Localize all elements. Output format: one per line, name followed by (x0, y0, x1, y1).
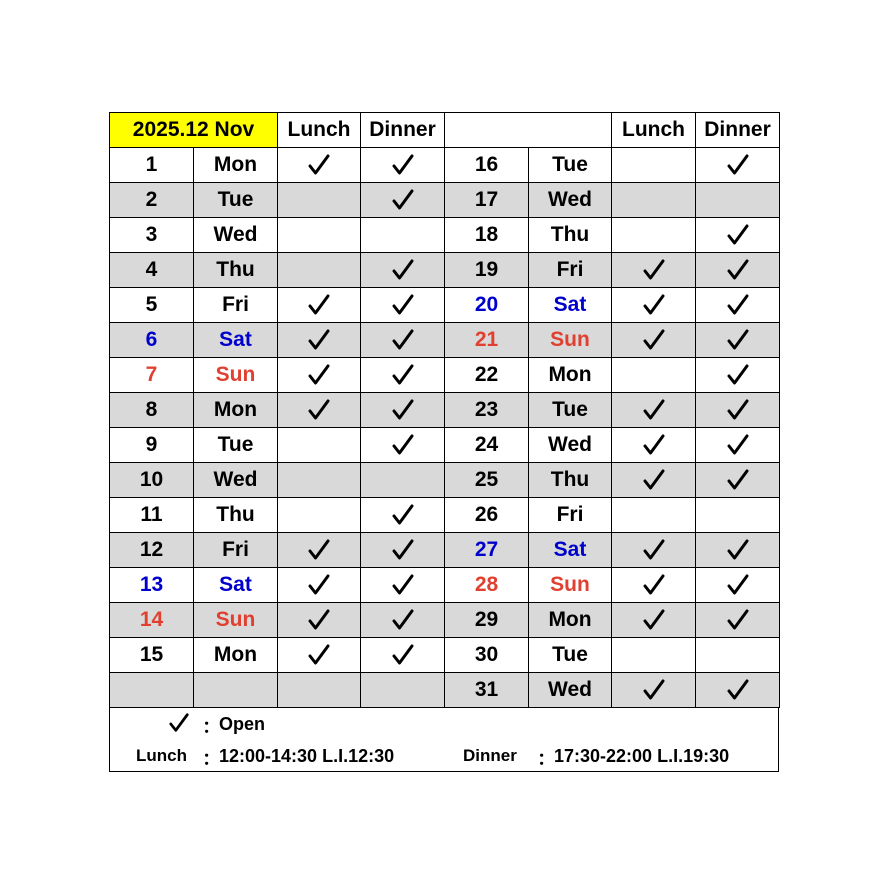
day-of-week: Fri (529, 498, 612, 533)
lunch-cell (278, 603, 361, 638)
day-of-week: Sun (194, 603, 278, 638)
table-row (110, 428, 780, 463)
check-mark-icon (278, 608, 360, 632)
dinner-cell (696, 183, 780, 218)
lunch-cell (612, 603, 696, 638)
check-mark-icon (612, 398, 695, 422)
table-row (110, 148, 780, 183)
lunch-cell (612, 183, 696, 218)
lunch-cell (278, 218, 361, 253)
legend-dinner-label: Dinner (463, 746, 517, 765)
day-number: 3 (110, 218, 194, 253)
schedule-sheet (109, 112, 779, 772)
day-of-week: Sat (529, 288, 612, 323)
table-row (110, 288, 780, 323)
check-mark-icon (361, 258, 444, 282)
lunch-cell (278, 638, 361, 673)
dinner-cell (361, 428, 445, 463)
check-mark-icon (612, 538, 695, 562)
dinner-header-left: Dinner (361, 113, 445, 148)
day-number: 30 (445, 638, 529, 673)
check-mark-icon (361, 153, 444, 177)
dinner-cell (696, 393, 780, 428)
dinner-cell (361, 498, 445, 533)
day-number: 23 (445, 393, 529, 428)
day-number: 6 (110, 323, 194, 358)
legend (109, 708, 779, 772)
dinner-cell (361, 603, 445, 638)
day-number: 9 (110, 428, 194, 463)
lunch-cell (612, 393, 696, 428)
lunch-cell (278, 428, 361, 463)
table-row (110, 498, 780, 533)
dinner-cell (696, 603, 780, 638)
day-number: 25 (445, 463, 529, 498)
day-of-week: Sat (194, 568, 278, 603)
lunch-cell (612, 428, 696, 463)
dinner-cell (361, 463, 445, 498)
dinner-cell (696, 533, 780, 568)
check-mark-icon (612, 258, 695, 282)
check-mark-icon (696, 153, 779, 177)
day-of-week: Thu (529, 463, 612, 498)
check-mark-icon (361, 503, 444, 527)
day-of-week: Thu (529, 218, 612, 253)
dinner-cell (361, 638, 445, 673)
lunch-cell (278, 253, 361, 288)
table-row (110, 533, 780, 568)
check-mark-icon (696, 538, 779, 562)
dinner-cell (361, 253, 445, 288)
check-mark-icon (361, 433, 444, 457)
check-mark-icon (361, 328, 444, 352)
day-of-week: Fri (194, 533, 278, 568)
day-of-week: Mon (194, 148, 278, 183)
day-of-week: Fri (194, 288, 278, 323)
lunch-cell (612, 358, 696, 393)
blank-header-cell (445, 113, 612, 148)
day-of-week: Sun (529, 568, 612, 603)
day-of-week: Tue (529, 148, 612, 183)
table-row (110, 463, 780, 498)
day-of-week: Wed (194, 463, 278, 498)
check-mark-icon (361, 573, 444, 597)
check-mark-icon (361, 538, 444, 562)
day-number: 7 (110, 358, 194, 393)
lunch-cell (278, 148, 361, 183)
legend-colon: ： (202, 748, 222, 770)
check-mark-icon (696, 468, 779, 492)
check-mark-icon (612, 608, 695, 632)
dinner-cell (361, 218, 445, 253)
day-number: 27 (445, 533, 529, 568)
check-mark-icon (612, 573, 695, 597)
day-number: 12 (110, 533, 194, 568)
check-mark-icon (278, 538, 360, 562)
check-mark-icon (278, 328, 360, 352)
lunch-cell (612, 218, 696, 253)
day-of-week: Sun (529, 323, 612, 358)
dinner-cell (361, 323, 445, 358)
lunch-cell (612, 323, 696, 358)
lunch-cell (278, 358, 361, 393)
schedule-table (109, 112, 780, 708)
lunch-cell (612, 533, 696, 568)
check-mark-icon (696, 678, 779, 702)
day-of-week: Mon (529, 358, 612, 393)
day-of-week: Mon (194, 638, 278, 673)
day-of-week: Tue (194, 428, 278, 463)
lunch-cell (278, 393, 361, 428)
table-row (110, 638, 780, 673)
day-of-week: Sun (194, 358, 278, 393)
table-row (110, 673, 780, 708)
check-mark-icon (696, 363, 779, 387)
day-number: 22 (445, 358, 529, 393)
lunch-cell (612, 498, 696, 533)
table-row (110, 218, 780, 253)
day-of-week: Wed (529, 428, 612, 463)
lunch-cell (612, 288, 696, 323)
day-number: 17 (445, 183, 529, 218)
check-mark-icon (696, 573, 779, 597)
legend-lunch-label: Lunch (136, 746, 187, 765)
lunch-cell (278, 673, 361, 708)
dinner-cell (696, 358, 780, 393)
day-of-week: Wed (194, 218, 278, 253)
dinner-cell (361, 533, 445, 568)
check-mark-icon (612, 433, 695, 457)
check-mark-icon (278, 573, 360, 597)
day-number: 19 (445, 253, 529, 288)
day-number: 11 (110, 498, 194, 533)
check-mark-icon (361, 293, 444, 317)
dinner-cell (696, 148, 780, 183)
day-of-week: Tue (194, 183, 278, 218)
lunch-cell (278, 288, 361, 323)
day-of-week: Tue (529, 393, 612, 428)
lunch-cell (612, 568, 696, 603)
check-mark-icon (168, 712, 190, 734)
dinner-cell (361, 393, 445, 428)
day-of-week: Mon (529, 603, 612, 638)
dinner-cell (696, 638, 780, 673)
day-of-week (194, 673, 278, 708)
check-mark-icon (696, 223, 779, 247)
check-mark-icon (278, 153, 360, 177)
header-row (110, 113, 780, 148)
day-of-week: Wed (529, 673, 612, 708)
dinner-cell (361, 148, 445, 183)
check-mark-icon (361, 643, 444, 667)
day-number: 31 (445, 673, 529, 708)
dinner-cell (361, 358, 445, 393)
dinner-cell (696, 288, 780, 323)
check-mark-icon (696, 398, 779, 422)
day-number: 13 (110, 568, 194, 603)
day-of-week: Mon (194, 393, 278, 428)
check-mark-icon (612, 293, 695, 317)
check-mark-icon (612, 678, 695, 702)
day-number: 4 (110, 253, 194, 288)
day-number: 2 (110, 183, 194, 218)
legend-dinner-hours: 17:30-22:00 L.I.19:30 (554, 746, 730, 766)
lunch-cell (278, 533, 361, 568)
lunch-cell (278, 568, 361, 603)
table-row (110, 358, 780, 393)
day-number: 18 (445, 218, 529, 253)
dinner-cell (696, 498, 780, 533)
check-mark-icon (278, 363, 360, 387)
day-of-week: Fri (529, 253, 612, 288)
day-of-week: Tue (529, 638, 612, 673)
lunch-cell (612, 253, 696, 288)
day-number: 8 (110, 393, 194, 428)
lunch-cell (278, 463, 361, 498)
table-row (110, 183, 780, 218)
legend-colon: ： (202, 716, 222, 738)
month-title: 2025.12 Nov (110, 113, 278, 148)
dinner-cell (696, 218, 780, 253)
day-of-week: Thu (194, 253, 278, 288)
day-number: 20 (445, 288, 529, 323)
lunch-header-right: Lunch (612, 113, 696, 148)
day-of-week: Sat (194, 323, 278, 358)
day-number: 28 (445, 568, 529, 603)
legend-colon: ： (537, 748, 557, 770)
dinner-cell (361, 183, 445, 218)
day-number: 29 (445, 603, 529, 638)
check-mark-icon (696, 293, 779, 317)
lunch-cell (612, 673, 696, 708)
day-number: 10 (110, 463, 194, 498)
dinner-cell (361, 673, 445, 708)
day-number: 21 (445, 323, 529, 358)
check-mark-icon (696, 328, 779, 352)
day-number: 5 (110, 288, 194, 323)
lunch-header-left: Lunch (278, 113, 361, 148)
dinner-cell (696, 463, 780, 498)
legend-open-text: Open (219, 714, 266, 734)
day-number: 14 (110, 603, 194, 638)
check-mark-icon (278, 293, 360, 317)
lunch-cell (612, 463, 696, 498)
lunch-cell (278, 323, 361, 358)
check-mark-icon (278, 643, 360, 667)
dinner-cell (361, 288, 445, 323)
dinner-header-right: Dinner (696, 113, 780, 148)
check-mark-icon (361, 398, 444, 422)
dinner-cell (696, 568, 780, 603)
check-mark-icon (696, 433, 779, 457)
check-mark-icon (361, 363, 444, 387)
legend-lunch-hours: 12:00-14:30 L.I.12:30 (219, 746, 395, 766)
dinner-cell (361, 568, 445, 603)
day-number: 15 (110, 638, 194, 673)
lunch-cell (612, 148, 696, 183)
day-number: 26 (445, 498, 529, 533)
day-number (110, 673, 194, 708)
day-of-week: Wed (529, 183, 612, 218)
check-mark-icon (612, 468, 695, 492)
dinner-cell (696, 428, 780, 463)
check-mark-icon (696, 258, 779, 282)
check-mark-icon (361, 188, 444, 212)
check-mark-icon (696, 608, 779, 632)
day-number: 24 (445, 428, 529, 463)
lunch-cell (612, 638, 696, 673)
table-row (110, 323, 780, 358)
table-row (110, 603, 780, 638)
day-number: 1 (110, 148, 194, 183)
check-mark-icon (278, 398, 360, 422)
day-of-week: Thu (194, 498, 278, 533)
table-row (110, 393, 780, 428)
lunch-cell (278, 183, 361, 218)
dinner-cell (696, 673, 780, 708)
dinner-cell (696, 323, 780, 358)
table-row (110, 568, 780, 603)
day-number: 16 (445, 148, 529, 183)
table-row (110, 253, 780, 288)
check-mark-icon (361, 608, 444, 632)
lunch-cell (278, 498, 361, 533)
dinner-cell (696, 253, 780, 288)
day-of-week: Sat (529, 533, 612, 568)
check-mark-icon (612, 328, 695, 352)
